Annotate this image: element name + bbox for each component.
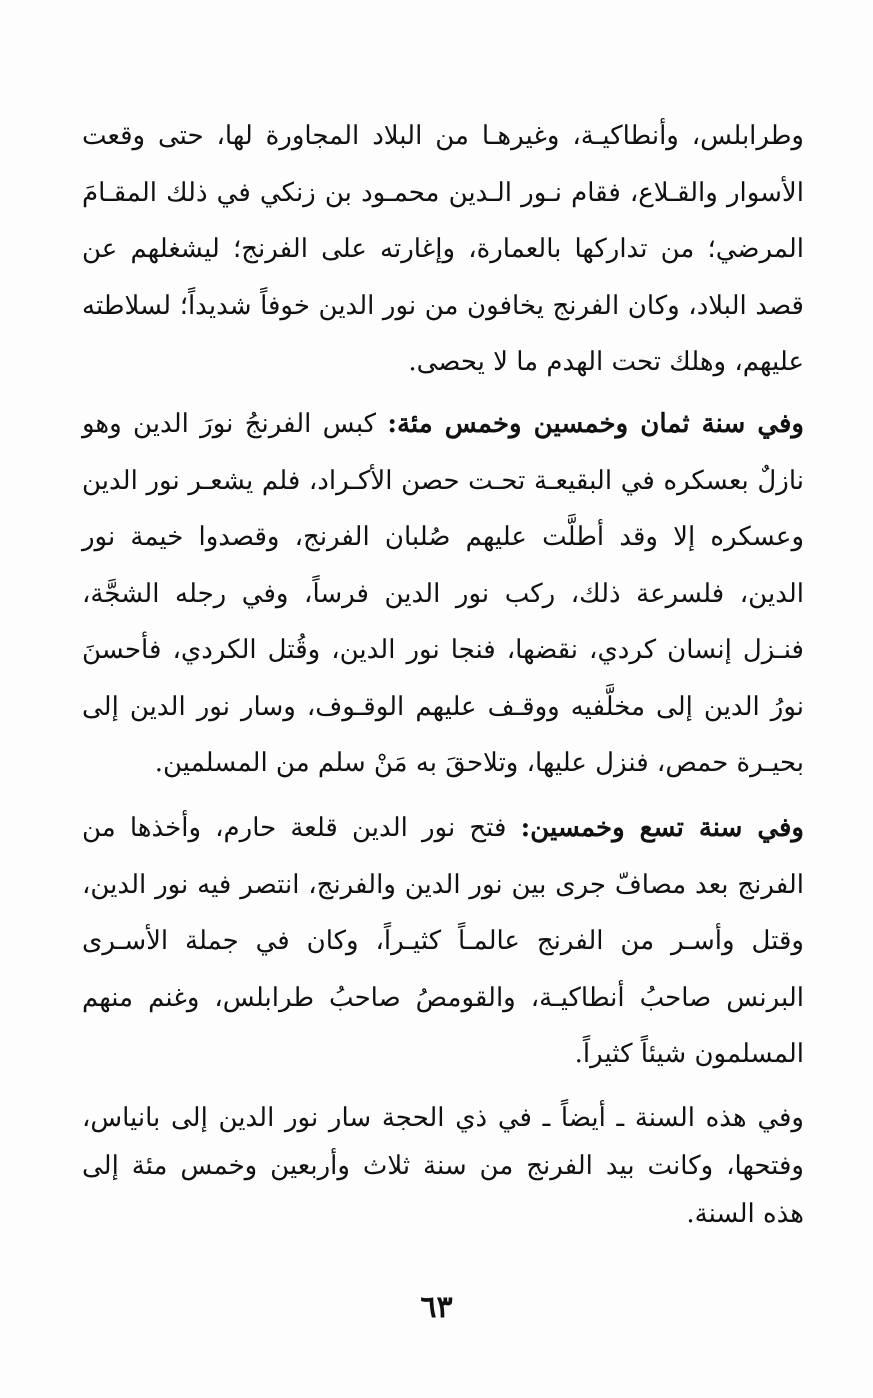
paragraph-1 <box>82 108 804 391</box>
paragraph-2-lead: وفي سنة ثمان وخمسين وخمس مئة: <box>387 409 804 439</box>
paragraph-2 <box>82 396 804 792</box>
paragraph-3-lead: وفي سنة تسع وخمسين: <box>520 813 804 843</box>
paragraph-1-body: وطرابلس، وأنطاكيـة، وغيرهـا من البلاد المجاورة لها، حتى وقعت الأسوار والقـلاع، فقام نـور الـدين محمـود بن زنكي في ذلك المقـامَ المرضي؛ من تداركها بالعمارة، وإغارته على الفرنج؛ ليشغلهم عن قصد البلاد، وكان الفرنج يخافون من نور الدين خوفاً شديداً؛ لسلاطته عليهم، وهلك تحت الهدم ما لا يحصى. <box>82 121 804 377</box>
paragraph-2-body: كبس الفرنجُ نورَ الدين وهو نازلٌ بعسكره في البقيعـة تحـت حصن الأكـراد، فلم يشعـر نور الدين وعسكره إلا وقد أطلَّت عليهم صُلبان الفرنج، وقصدوا خيمة نور الدين، فلسرعة ذلك، ركب نور الدين فرساً، وفي رجله الشجَّة، فنـزل إنسان كردي، نقضها، فنجا نور الدين، وقُتل الكردي، فأحسنَ نورُ الدين إلى مخلَّفيه ووقـف عليهم الوقـوف، وسار نور الدين إلى بحيـرة حمص، فنزل عليها، وتلاحقَ به مَنْ سلم من المسلمين. <box>82 409 804 778</box>
paragraph-4-body: وفي هذه السنة ـ أيضاً ـ في ذي الحجة سار نور الدين إلى بانياس، وفتحها، وكانت بيد الفرنج من سنة ثلاث وأربعين وخمس مئة إلى هذه السنة. <box>82 1103 804 1229</box>
paragraph-4 <box>82 1094 804 1238</box>
page-number: ٦٣ <box>420 1290 453 1325</box>
paragraph-3-body: فتح نور الدين قلعة حارم، وأخذها من الفرنج بعد مصافّ جرى بين نور الدين والفرنج، انتصر فيه نور الدين، وقتل وأسـر من الفرنج عالمـاً كثيـراً، وكان في جملة الأسـرى البرنس صاحبُ أنطاكيـة، والقومصُ صاحبُ طرابلس، وغنم منهم المسلمون شيئاً كثيراً. <box>82 813 804 1069</box>
paragraph-3 <box>82 800 804 1083</box>
